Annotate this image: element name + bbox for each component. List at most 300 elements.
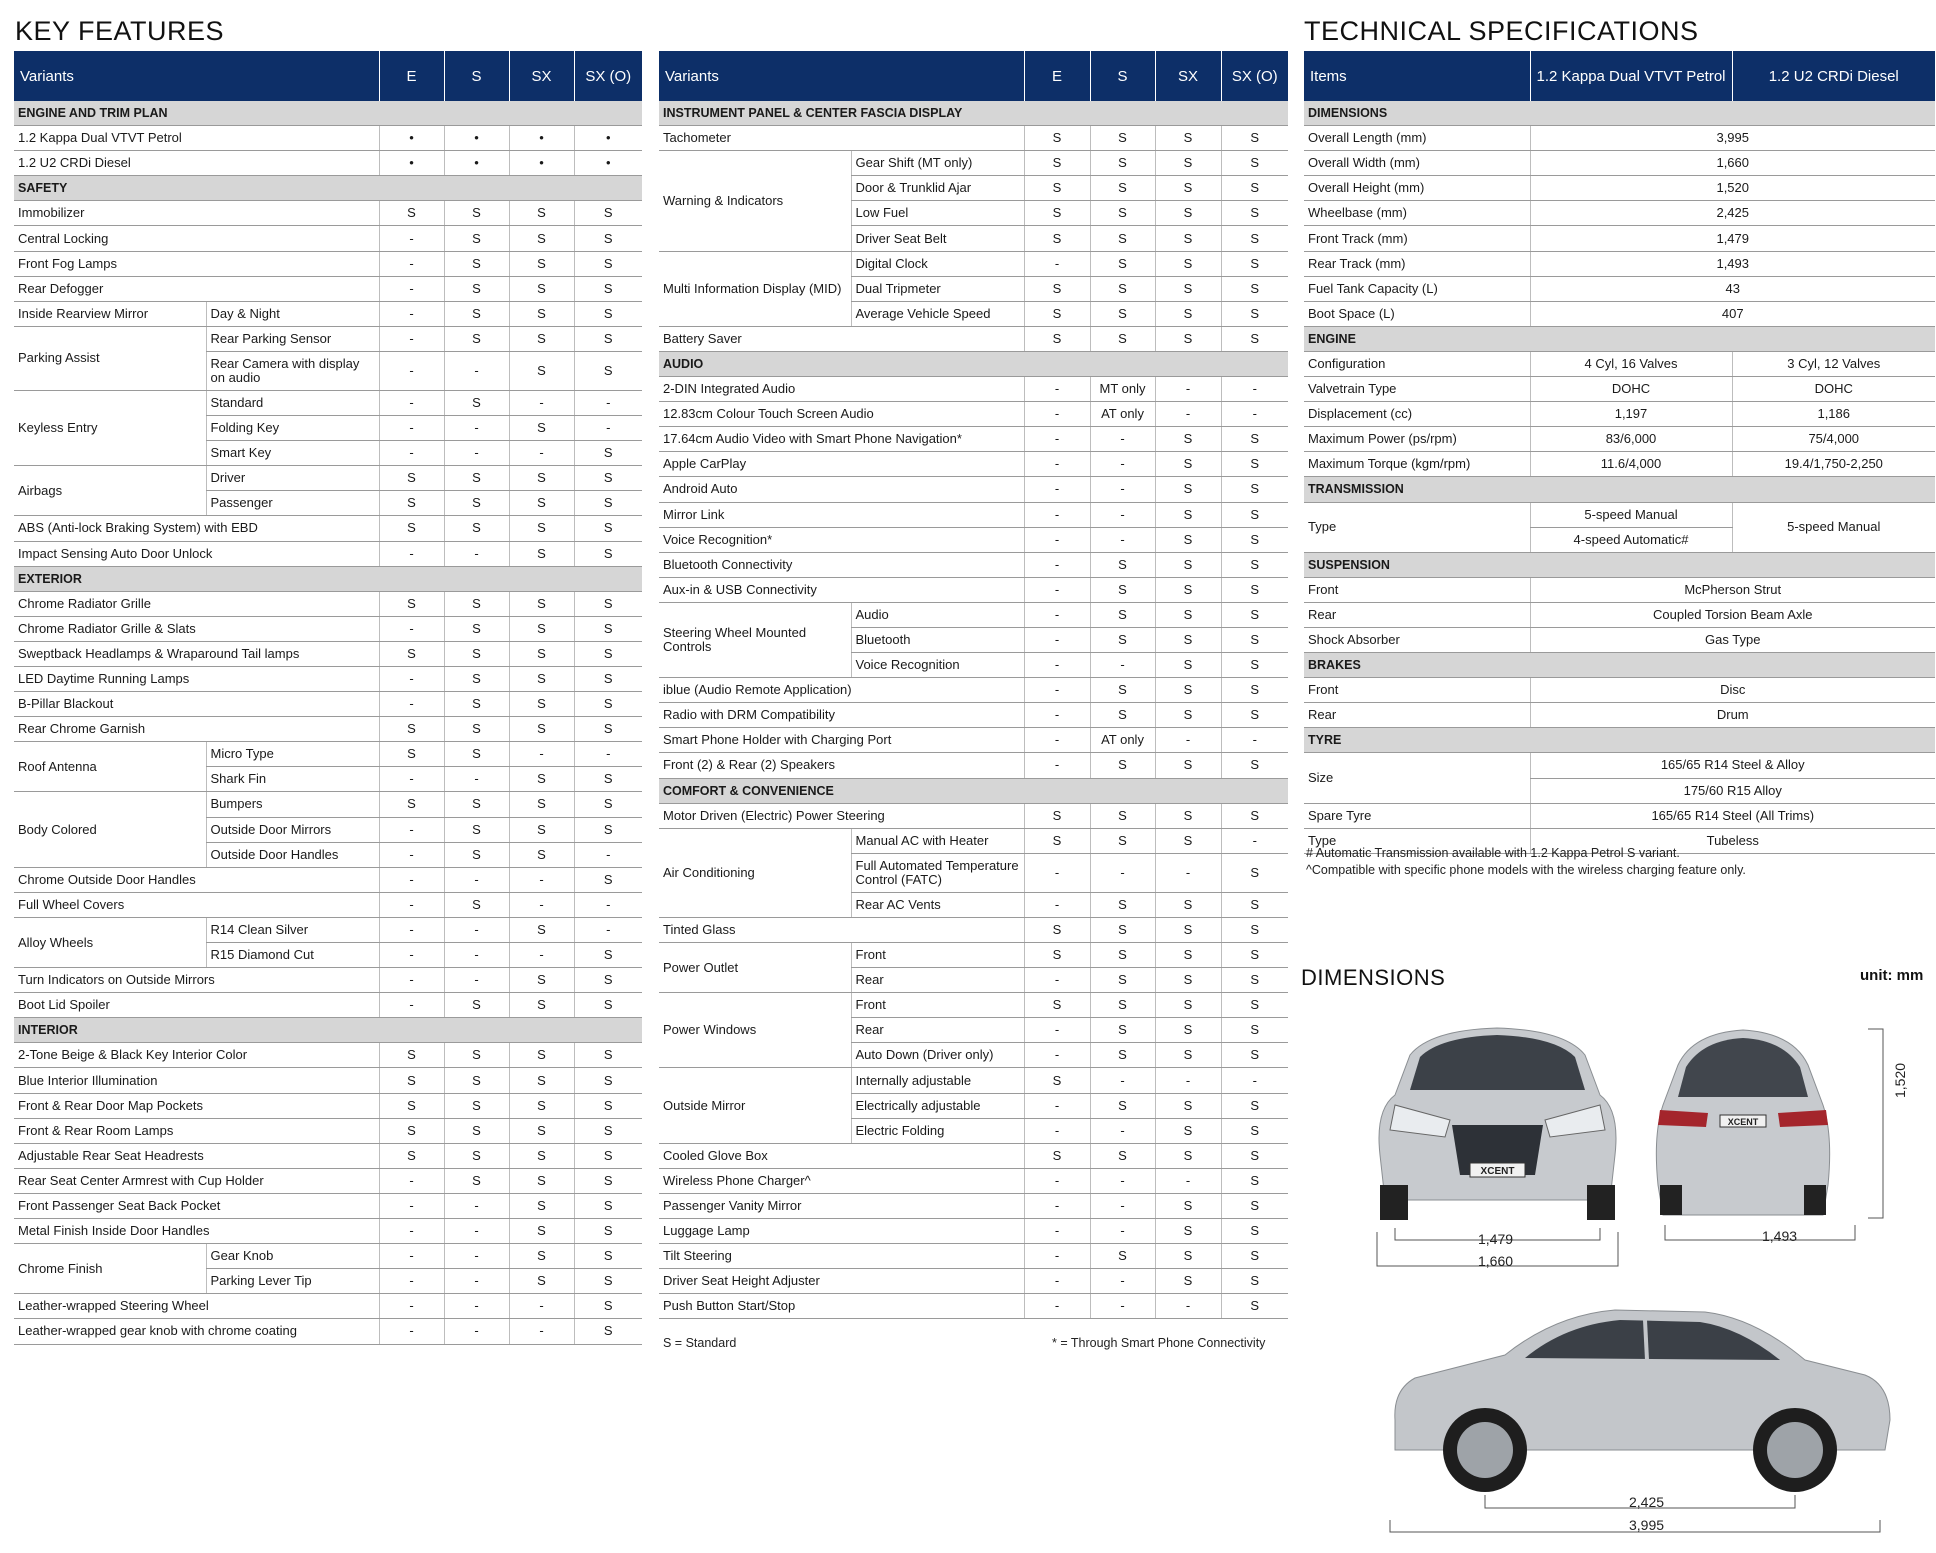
variant-value: -: [1024, 703, 1090, 728]
variant-value: -: [379, 416, 444, 441]
variant-value: S: [1221, 917, 1288, 942]
variant-value: S: [1155, 602, 1221, 627]
table-row: [14, 466, 642, 491]
table-row: [14, 1068, 642, 1093]
section-label: ENGINE: [1304, 326, 1935, 351]
variant-value: -: [379, 1193, 444, 1218]
header-variant-col: SX (O): [1221, 51, 1288, 101]
variant-value: S: [1090, 126, 1155, 151]
feature-sub-label: Standard: [206, 390, 379, 415]
spec-label: Overall Width (mm): [1304, 151, 1530, 176]
header-variants: Variants: [14, 51, 379, 101]
variant-value: S: [1155, 552, 1221, 577]
feature-sub-label: Low Fuel: [851, 201, 1024, 226]
rear-dimension-lines: [1660, 1025, 1920, 1250]
variant-value: S: [1221, 1269, 1288, 1294]
variant-value: S: [444, 792, 509, 817]
variant-value: S: [1221, 226, 1288, 251]
variant-value: -: [574, 917, 642, 942]
table-row: [659, 602, 1288, 627]
variant-value: -: [1090, 853, 1155, 892]
variant-value: S: [1024, 276, 1090, 301]
variant-value: -: [1155, 377, 1221, 402]
variant-value: S: [379, 792, 444, 817]
spec-value-petrol: 11.6/4,000: [1530, 452, 1732, 477]
variant-value: S: [509, 1193, 574, 1218]
variant-value: -: [509, 892, 574, 917]
variant-value: S: [1155, 126, 1221, 151]
front-badge: XCENT: [1480, 1166, 1515, 1177]
variant-value: S: [509, 251, 574, 276]
table-row: [14, 616, 642, 641]
variant-value: -: [1024, 968, 1090, 993]
variant-value: S: [1221, 1294, 1288, 1319]
variant-value: S: [1221, 1168, 1288, 1193]
variant-value: -: [379, 541, 444, 566]
table-row: [659, 527, 1288, 552]
feature-label: 17.64cm Audio Video with Smart Phone Navigation*: [659, 427, 1024, 452]
feature-label: Tachometer: [659, 126, 1024, 151]
variant-value: S: [1221, 1043, 1288, 1068]
variant-value: S: [444, 742, 509, 767]
variant-value: S: [1024, 201, 1090, 226]
feature-sub-label: Bumpers: [206, 792, 379, 817]
variant-value: -: [1090, 477, 1155, 502]
variant-value: -: [379, 326, 444, 351]
variant-value: S: [1155, 943, 1221, 968]
feature-label: Air Conditioning: [659, 828, 851, 917]
table-row: [659, 427, 1288, 452]
spec-label: Configuration: [1304, 351, 1530, 376]
spec-value-diesel: 1,186: [1732, 402, 1935, 427]
variant-value: S: [1221, 703, 1288, 728]
variant-value: -: [1090, 1193, 1155, 1218]
variant-value: S: [1090, 993, 1155, 1018]
variant-value: S: [574, 717, 642, 742]
table-row: [14, 968, 642, 993]
variant-value: S: [1221, 1244, 1288, 1269]
key-features-title: KEY FEATURES: [15, 16, 225, 46]
variant-value: AT only: [1090, 728, 1155, 753]
feature-label: Inside Rearview Mirror: [14, 301, 206, 326]
variant-value: S: [1024, 151, 1090, 176]
feature-label: Chrome Radiator Grille: [14, 591, 379, 616]
variant-value: S: [574, 201, 642, 226]
variant-value: S: [574, 767, 642, 792]
feature-label: Battery Saver: [659, 326, 1024, 351]
table-row: [659, 326, 1288, 351]
variant-value: S: [1155, 993, 1221, 1018]
feature-label: Sweptback Headlamps & Wraparound Tail lamps: [14, 641, 379, 666]
feature-sub-label: Average Vehicle Speed: [851, 301, 1024, 326]
spec-label: Spare Tyre: [1304, 803, 1530, 828]
variant-value: -: [1024, 452, 1090, 477]
variant-value: S: [1090, 943, 1155, 968]
variant-value: •: [574, 151, 642, 176]
variant-value: S: [1090, 276, 1155, 301]
variant-value: S: [574, 516, 642, 541]
variant-value: -: [1221, 402, 1288, 427]
variant-value: S: [379, 641, 444, 666]
table-row: [659, 1294, 1288, 1319]
feature-sub-label: Bluetooth: [851, 627, 1024, 652]
variant-value: S: [574, 993, 642, 1018]
feature-label: Tinted Glass: [659, 917, 1024, 942]
feature-label: 2-DIN Integrated Audio: [659, 377, 1024, 402]
variant-value: S: [1155, 1219, 1221, 1244]
table-row: [14, 591, 642, 616]
variant-value: S: [379, 591, 444, 616]
variant-value: S: [1024, 301, 1090, 326]
spec-value-petrol: 4-speed Automatic#: [1530, 527, 1732, 552]
table-row: [14, 226, 642, 251]
variant-value: S: [1221, 943, 1288, 968]
variant-value: S: [1221, 1193, 1288, 1218]
table-row: [1304, 402, 1935, 427]
variant-value: S: [574, 276, 642, 301]
section-label: COMFORT & CONVENIENCE: [659, 778, 1288, 803]
section-label: DIMENSIONS: [1304, 101, 1935, 126]
variant-value: S: [1024, 828, 1090, 853]
table-row: [14, 390, 642, 415]
variant-value: -: [444, 767, 509, 792]
variant-value: -: [379, 842, 444, 867]
table-row: [1304, 452, 1935, 477]
variant-value: S: [509, 1043, 574, 1068]
variant-value: -: [1024, 577, 1090, 602]
section-label: BRAKES: [1304, 653, 1935, 678]
variant-value: S: [444, 817, 509, 842]
variant-value: S: [379, 1068, 444, 1093]
table-row: [1304, 201, 1935, 226]
section-row: [1304, 477, 1935, 502]
table-row: [1304, 251, 1935, 276]
variant-value: S: [1090, 1244, 1155, 1269]
variant-value: S: [444, 993, 509, 1018]
variant-value: -: [509, 441, 574, 466]
header-diesel: 1.2 U2 CRDi Diesel: [1732, 51, 1935, 101]
variant-value: -: [1024, 1294, 1090, 1319]
table-row: [14, 1244, 642, 1269]
variant-value: S: [1090, 703, 1155, 728]
variant-value: S: [1024, 1143, 1090, 1168]
variant-value: -: [1155, 1068, 1221, 1093]
variant-value: S: [509, 591, 574, 616]
section-label: TYRE: [1304, 728, 1935, 753]
wheelbase-label: 2,425: [1629, 1494, 1665, 1510]
overall-height-label: 1,520: [1892, 1062, 1908, 1098]
variant-value: -: [379, 1269, 444, 1294]
table-row: [659, 703, 1288, 728]
variant-value: S: [574, 1244, 642, 1269]
variant-value: S: [574, 943, 642, 968]
variant-value: S: [1221, 993, 1288, 1018]
variant-value: S: [444, 1118, 509, 1143]
variant-value: -: [1221, 1068, 1288, 1093]
spec-value-diesel: 19.4/1,750-2,250: [1732, 452, 1935, 477]
table-row: [659, 1244, 1288, 1269]
variant-value: S: [1221, 577, 1288, 602]
variant-value: S: [1221, 892, 1288, 917]
variant-value: -: [379, 867, 444, 892]
variant-value: -: [379, 1244, 444, 1269]
variant-value: S: [1221, 1018, 1288, 1043]
variant-value: S: [1090, 226, 1155, 251]
variant-value: -: [444, 416, 509, 441]
variant-value: S: [444, 390, 509, 415]
feature-label: Leather-wrapped Steering Wheel: [14, 1294, 379, 1319]
variant-value: S: [444, 842, 509, 867]
table-row: [14, 151, 642, 176]
spec-value-petrol: 5-speed Manual: [1530, 502, 1732, 527]
feature-sub-label: Smart Key: [206, 441, 379, 466]
spec-value: 165/65 R14 Steel & Alloy: [1530, 753, 1935, 778]
feature-label: Power Outlet: [659, 943, 851, 993]
feature-label: Aux-in & USB Connectivity: [659, 577, 1024, 602]
feature-sub-label: Outside Door Mirrors: [206, 817, 379, 842]
variant-value: -: [1024, 1118, 1090, 1143]
variant-value: S: [574, 1269, 642, 1294]
variant-value: S: [574, 1193, 642, 1218]
variant-value: S: [1155, 1093, 1221, 1118]
feature-label: Tilt Steering: [659, 1244, 1024, 1269]
header-variant-col: E: [1024, 51, 1090, 101]
variant-value: S: [379, 1118, 444, 1143]
feature-sub-label: Audio: [851, 602, 1024, 627]
variant-value: S: [509, 1269, 574, 1294]
variant-value: -: [444, 541, 509, 566]
table-row: [659, 828, 1288, 853]
variant-value: S: [509, 616, 574, 641]
table-row: [1304, 602, 1935, 627]
feature-label: Impact Sensing Auto Door Unlock: [14, 541, 379, 566]
variant-value: -: [1090, 1118, 1155, 1143]
variant-value: S: [509, 666, 574, 691]
feature-label: Alloy Wheels: [14, 917, 206, 967]
spec-value-diesel: 3 Cyl, 12 Valves: [1732, 351, 1935, 376]
variant-value: S: [509, 692, 574, 717]
variant-value: S: [1221, 1143, 1288, 1168]
feature-sub-label: Front: [851, 993, 1024, 1018]
table-row: [659, 678, 1288, 703]
variant-value: -: [1024, 402, 1090, 427]
variant-value: S: [1090, 828, 1155, 853]
variant-value: -: [444, 1319, 509, 1344]
table-row: [1304, 577, 1935, 602]
variant-value: S: [1090, 627, 1155, 652]
feature-label: ABS (Anti-lock Braking System) with EBD: [14, 516, 379, 541]
variant-value: -: [1024, 1018, 1090, 1043]
table-row: [14, 666, 642, 691]
variant-value: S: [1221, 502, 1288, 527]
variant-value: S: [1221, 602, 1288, 627]
technical-specifications-table: [1304, 51, 1935, 854]
table-row: [659, 477, 1288, 502]
variant-value: -: [509, 943, 574, 968]
table-row: [1304, 351, 1935, 376]
spec-label: Rear Track (mm): [1304, 251, 1530, 276]
feature-sub-label: Folding Key: [206, 416, 379, 441]
table-header: [1304, 51, 1935, 101]
spec-label: Displacement (cc): [1304, 402, 1530, 427]
table-row: [1304, 427, 1935, 452]
section-row: [14, 566, 642, 591]
variant-value: S: [1221, 251, 1288, 276]
variant-value: -: [509, 1294, 574, 1319]
spec-value: 1,479: [1530, 226, 1935, 251]
car-side-view-image: [1385, 1290, 1895, 1510]
feature-sub-label: Rear: [851, 1018, 1024, 1043]
table-row: [659, 126, 1288, 151]
spec-value: 165/65 R14 Steel (All Trims): [1530, 803, 1935, 828]
feature-label: Boot Lid Spoiler: [14, 993, 379, 1018]
spec-value: Gas Type: [1530, 627, 1935, 652]
variant-value: S: [1155, 803, 1221, 828]
variant-value: S: [1155, 427, 1221, 452]
feature-label: Chrome Radiator Grille & Slats: [14, 616, 379, 641]
feature-label: Voice Recognition*: [659, 527, 1024, 552]
variant-value: S: [574, 1093, 642, 1118]
variant-value: -: [1024, 892, 1090, 917]
variant-value: S: [1155, 176, 1221, 201]
feature-label: Body Colored: [14, 792, 206, 867]
variant-value: S: [1090, 151, 1155, 176]
variant-value: -: [444, 1193, 509, 1218]
rear-track-label: 1,493: [1762, 1228, 1798, 1244]
variant-value: S: [509, 201, 574, 226]
variant-value: S: [1221, 427, 1288, 452]
table-row: [14, 276, 642, 301]
variant-value: -: [379, 993, 444, 1018]
variant-value: S: [444, 591, 509, 616]
feature-label: Adjustable Rear Seat Headrests: [14, 1143, 379, 1168]
section-row: [659, 101, 1288, 126]
variant-value: -: [379, 1294, 444, 1319]
spec-value-diesel: 5-speed Manual: [1732, 502, 1935, 552]
section-row: [659, 351, 1288, 376]
feature-sub-label: Door & Trunklid Ajar: [851, 176, 1024, 201]
feature-label: Bluetooth Connectivity: [659, 552, 1024, 577]
variant-value: -: [379, 441, 444, 466]
feature-label: Front & Rear Room Lamps: [14, 1118, 379, 1143]
variant-value: S: [509, 1118, 574, 1143]
variant-value: S: [509, 1068, 574, 1093]
variant-value: -: [1155, 853, 1221, 892]
table-row: [659, 377, 1288, 402]
variant-value: S: [444, 892, 509, 917]
variant-value: -: [1024, 1269, 1090, 1294]
variant-value: -: [1090, 1294, 1155, 1319]
header-row: [14, 51, 642, 101]
table-row: [659, 1193, 1288, 1218]
feature-sub-label: Rear Camera with display on audio: [206, 351, 379, 390]
variant-value: S: [1024, 1068, 1090, 1093]
feature-label: Android Auto: [659, 477, 1024, 502]
header-row: [1304, 51, 1935, 101]
feature-label: Cooled Glove Box: [659, 1143, 1024, 1168]
feature-sub-label: Manual AC with Heater: [851, 828, 1024, 853]
spec-label: Type: [1304, 828, 1530, 853]
variant-value: -: [1024, 753, 1090, 778]
section-row: [1304, 653, 1935, 678]
variant-value: -: [444, 1294, 509, 1319]
variant-value: -: [1090, 1168, 1155, 1193]
section-row: [1304, 728, 1935, 753]
variant-value: S: [1155, 502, 1221, 527]
variant-value: •: [509, 151, 574, 176]
feature-label: Wireless Phone Charger^: [659, 1168, 1024, 1193]
variant-value: S: [574, 1294, 642, 1319]
variant-value: S: [509, 817, 574, 842]
feature-sub-label: Rear Parking Sensor: [206, 326, 379, 351]
spec-value: 3,995: [1530, 126, 1935, 151]
table-row: [14, 541, 642, 566]
variant-value: S: [1090, 577, 1155, 602]
variant-value: S: [444, 641, 509, 666]
table-row: [14, 326, 642, 351]
spec-label: Shock Absorber: [1304, 627, 1530, 652]
feature-label: 1.2 Kappa Dual VTVT Petrol: [14, 126, 379, 151]
variant-value: -: [1024, 653, 1090, 678]
table-row: [659, 943, 1288, 968]
table-header: [14, 51, 642, 101]
section-row: [1304, 101, 1935, 126]
feature-label: Leather-wrapped gear knob with chrome coating: [14, 1319, 379, 1344]
feature-label: Full Wheel Covers: [14, 892, 379, 917]
variant-value: S: [1024, 993, 1090, 1018]
table-row: [14, 742, 642, 767]
tech-specs-title: TECHNICAL SPECIFICATIONS: [1304, 16, 1699, 46]
header-items: Items: [1304, 51, 1530, 101]
variant-value: S: [444, 516, 509, 541]
variant-value: -: [1221, 728, 1288, 753]
feature-label: Roof Antenna: [14, 742, 206, 792]
variant-value: S: [1090, 968, 1155, 993]
legend-standard: S = Standard: [663, 1336, 737, 1350]
spec-label: Overall Length (mm): [1304, 126, 1530, 151]
variant-value: S: [1221, 1118, 1288, 1143]
table-row: [14, 917, 642, 942]
variant-value: S: [444, 491, 509, 516]
section-row: [1304, 326, 1935, 351]
table-row: [14, 1193, 642, 1218]
spec-value-petrol: 83/6,000: [1530, 427, 1732, 452]
feature-label: Warning & Indicators: [659, 151, 851, 251]
feature-label: LED Daytime Running Lamps: [14, 666, 379, 691]
variant-value: -: [379, 666, 444, 691]
feature-label: Turn Indicators on Outside Mirrors: [14, 968, 379, 993]
variant-value: S: [1221, 552, 1288, 577]
table-row: [1304, 276, 1935, 301]
variant-value: S: [509, 301, 574, 326]
variant-value: •: [574, 126, 642, 151]
variant-value: S: [379, 201, 444, 226]
feature-sub-label: Auto Down (Driver only): [851, 1043, 1024, 1068]
header-variant-col: S: [444, 51, 509, 101]
table-row: [14, 867, 642, 892]
table-row: [659, 452, 1288, 477]
variant-value: S: [379, 1143, 444, 1168]
spec-label: Maximum Power (ps/rpm): [1304, 427, 1530, 452]
variant-value: S: [1024, 917, 1090, 942]
variant-value: S: [574, 541, 642, 566]
variant-value: S: [1155, 251, 1221, 276]
feature-label: Chrome Finish: [14, 1244, 206, 1294]
variant-value: -: [1024, 502, 1090, 527]
variant-value: -: [574, 842, 642, 867]
feature-sub-label: Shark Fin: [206, 767, 379, 792]
variant-value: S: [1090, 552, 1155, 577]
